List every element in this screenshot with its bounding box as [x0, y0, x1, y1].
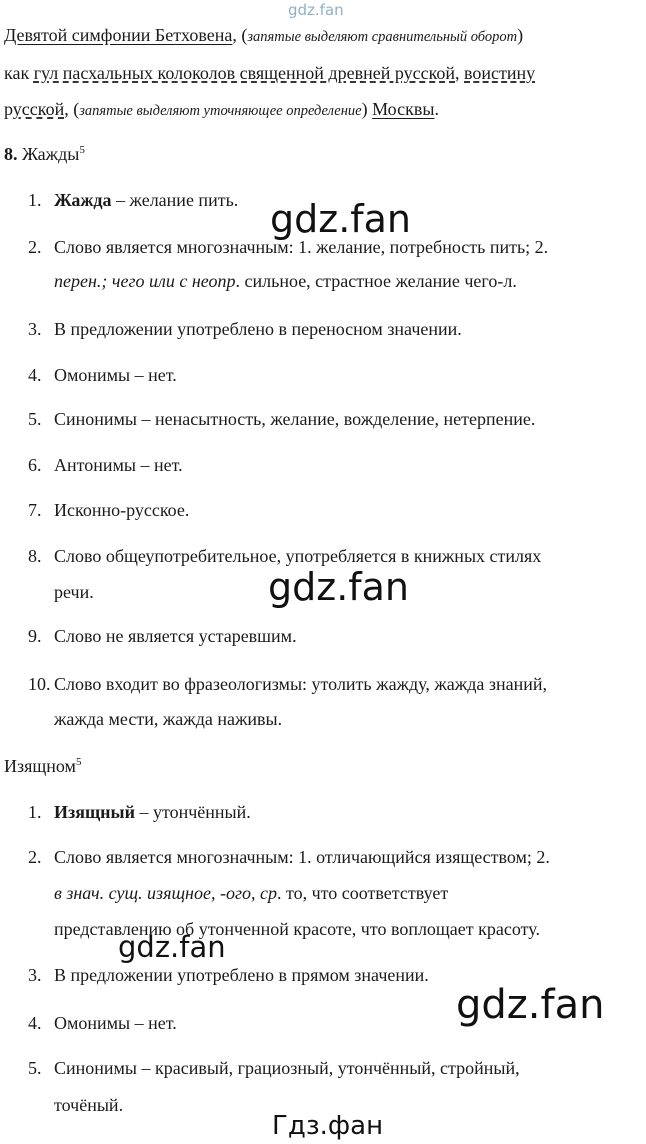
intro-line-2: как гул пасхальных колоколов священной древней русской, воистину	[4, 63, 536, 83]
list-item: 8. Слово общеупотребительное, употребляется в книжных стилях	[28, 546, 542, 566]
section-number: 8.	[4, 144, 18, 164]
underlined-phrase: Девятой симфонии Бетховена	[4, 25, 233, 45]
list-item: 5. Синонимы – ненасытность, желание, вожделение, нетерпение.	[28, 409, 536, 429]
underlined-phrase: воистину	[464, 63, 536, 83]
underlined-phrase: гул пасхальных колоколов священной древней русской	[33, 63, 456, 83]
list-item: 7. Исконно-русское.	[28, 500, 190, 520]
watermark-bottom: Гдз.фан	[272, 1111, 384, 1141]
list-item-continuation: речи.	[54, 582, 94, 602]
list-item: 1. Жажда – желание пить.	[28, 190, 239, 210]
watermark: gdz.fan	[118, 930, 226, 964]
underlined-phrase: Москвы	[372, 99, 435, 119]
watermark: gdz.fan	[270, 197, 412, 241]
italic-note: запятые выделяют сравнительный оборот	[247, 29, 518, 45]
list-item: 6. Антонимы – нет.	[28, 455, 183, 475]
list-item: 2. Слово является многозначным: 1. желание, потребность пить; 2.	[28, 237, 549, 257]
list-item: 10. Слово входит во фразеологизмы: утолить жажду, жажда знаний,	[28, 674, 547, 694]
section-word: Изящном	[4, 756, 76, 776]
intro-line-1: Девятой симфонии Бетховена, (запятые выделяют сравнительный оборот)	[4, 25, 524, 45]
italic-note: запятые выделяют уточняющее определение	[79, 103, 362, 119]
list-item-continuation: в знач. сущ. изящное, -ого, ср. то, что соответствует	[54, 883, 449, 903]
list-item-continuation: точёный.	[54, 1095, 124, 1115]
list-item: 5. Синонимы – красивый, грациозный, утончённый, стройный,	[28, 1058, 520, 1078]
list-item: 1. Изящный – утончённый.	[28, 802, 251, 822]
list-item-continuation: представлению об утонченной красоте, что воплощает красоту.	[54, 919, 540, 939]
list-item-continuation: перен.; чего или с неопр. сильное, страстное желание чего-л.	[54, 271, 517, 291]
section-heading-8	[4, 143, 642, 165]
list-item-continuation: жажда мести, жажда наживы.	[54, 709, 283, 729]
footnote-sup: 5	[79, 144, 85, 156]
underlined-phrase: русской	[4, 99, 65, 119]
watermark-top: gdz.fan	[288, 1, 344, 19]
section-word: Жажды	[17, 144, 80, 164]
footnote-sup: 5	[75, 756, 82, 768]
list-item: 2. Слово является многозначным: 1. отличающийся изяществом; 2.	[28, 847, 550, 867]
intro-line-3: русской, (запятые выделяют уточняющее определение) Москвы.	[4, 99, 439, 119]
list-item: 3. В предложении употреблено в прямом значении.	[28, 965, 429, 985]
list-item: 4. Омонимы – нет.	[28, 1013, 177, 1033]
list-item: 3. В предложении употреблено в переносном значении.	[28, 319, 462, 339]
watermark: gdz.fan	[456, 982, 605, 1028]
section-heading-izyashchnom	[4, 755, 642, 777]
watermark: gdz.fan	[268, 565, 410, 609]
list-item: 9. Слово не является устаревшим.	[28, 626, 297, 646]
list-item: 4. Омонимы – нет.	[28, 365, 177, 385]
